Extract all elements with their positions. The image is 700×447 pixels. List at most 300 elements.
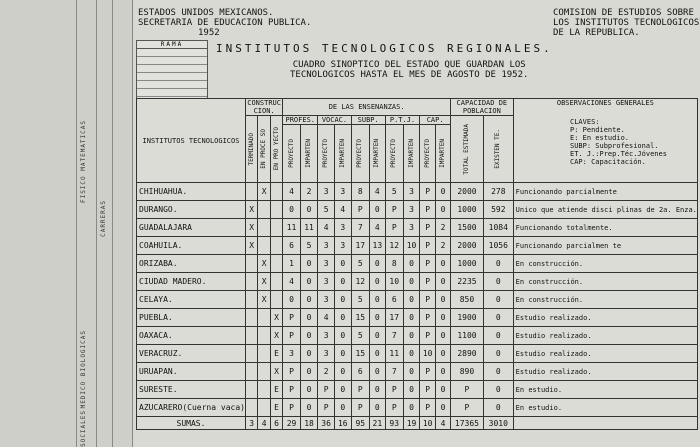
cell-existing: 0 (483, 345, 513, 363)
legend-line: P: Pendiente. (570, 126, 625, 134)
table-row (137, 381, 698, 399)
rama-row (137, 49, 207, 57)
rama-box (136, 40, 208, 100)
cell-value: 0 (300, 309, 318, 327)
cell-value: 5 (385, 183, 403, 201)
col-proyecto: PROYECTO (322, 139, 330, 168)
cell-sum: 29 (283, 417, 301, 430)
cell-existing: 0 (483, 273, 513, 291)
cell-value: 12 (385, 237, 403, 255)
cell-value: 0 (334, 381, 351, 399)
cell-institute: DURANGO. (137, 201, 246, 219)
cell-value: 3 (334, 183, 351, 201)
cell-value: P (420, 381, 436, 399)
cell-construction (245, 183, 257, 201)
cell-observation: En estudio. (513, 399, 697, 417)
cell-construction (245, 327, 257, 345)
cell-value: 5 (351, 327, 369, 345)
cell-construction (270, 255, 282, 273)
cell-value: 6 (385, 291, 403, 309)
cell-value: 3 (318, 345, 335, 363)
table-body (137, 183, 698, 430)
cell-value: 3 (403, 219, 420, 237)
cell-total: P (451, 399, 484, 417)
cell-observation: En estudio. (513, 381, 697, 399)
cell-value: 5 (351, 291, 369, 309)
cell-value: 0 (369, 327, 385, 345)
cell-value: 0 (403, 309, 420, 327)
cell-observation: Unico que atiende disci plinas de 2a. Enza. (513, 201, 697, 219)
col-imparten: IMPARTEN (439, 139, 446, 168)
cell-value: 0 (300, 345, 318, 363)
cell-institute: SURESTE. (137, 381, 246, 399)
cell-value: 0 (435, 273, 450, 291)
col-proyecto: PROYECTO (287, 139, 295, 168)
col-header-construccion: CONSTRUC CION. (247, 99, 281, 115)
cell-value: 3 (403, 201, 420, 219)
subtitle-line-1: CUADRO SINOPTICO DEL ESTADO QUE GUARDAN LOS (292, 60, 526, 70)
cell-construction (258, 237, 270, 255)
cell-value: P (318, 399, 335, 417)
cell-value: 0 (300, 291, 318, 309)
cell-total: P (451, 381, 484, 399)
cell-value: 17 (385, 309, 403, 327)
cell-value: 3 (283, 345, 301, 363)
cell-value: 0 (369, 291, 385, 309)
cell-value: 0 (435, 201, 450, 219)
cell-sum: 4 (435, 417, 450, 430)
sums-row (137, 417, 698, 430)
rama-title: RAMA (137, 41, 207, 49)
col-terminado: TERMINADO (247, 132, 255, 166)
rama-row (137, 81, 207, 89)
cell-value: P (318, 381, 335, 399)
cell-value: 0 (403, 291, 420, 309)
header-commission: COMISION DE ESTUDIOS SOBRE (553, 8, 694, 18)
cell-value: 13 (369, 237, 385, 255)
cell-value: 5 (351, 255, 369, 273)
cell-value: 0 (435, 291, 450, 309)
legend-notes (570, 118, 667, 166)
cell-value: 0 (334, 327, 351, 345)
col-cap: CAP. (420, 116, 451, 125)
cell-construction (245, 291, 257, 309)
cell-value: 4 (283, 273, 301, 291)
cell-institute: CELAYA. (137, 291, 246, 309)
strip-divider (96, 0, 97, 447)
col-profes: PROFES. (283, 116, 318, 125)
cell-value: P (283, 309, 301, 327)
cell-construction: X (258, 183, 270, 201)
cell-value: P (385, 219, 403, 237)
cell-value: 3 (318, 291, 335, 309)
cell-value: 7 (385, 327, 403, 345)
cell-sum: 17365 (451, 417, 484, 430)
cell-total: 1000 (451, 255, 484, 273)
cell-total: 890 (451, 363, 484, 381)
cell-construction (245, 309, 257, 327)
cell-value: 0 (435, 327, 450, 345)
table-row (137, 399, 698, 417)
col-vocac: VOCAC. (318, 116, 351, 125)
cell-institute: PUEBLA. (137, 309, 246, 327)
cell-value: P (420, 291, 436, 309)
cell-existing: 592 (483, 201, 513, 219)
cell-value: P (420, 201, 436, 219)
cell-value: P (283, 399, 301, 417)
cell-value: 10 (403, 237, 420, 255)
cell-value: 0 (334, 363, 351, 381)
cell-value: 0 (369, 381, 385, 399)
cell-value: P (351, 399, 369, 417)
cell-observation: Funcionando totalmente. (513, 219, 697, 237)
cell-value: 0 (334, 399, 351, 417)
cell-construction (245, 345, 257, 363)
cell-value: P (420, 363, 436, 381)
cell-value: 0 (403, 381, 420, 399)
cell-construction: X (245, 237, 257, 255)
cell-total: 2890 (451, 345, 484, 363)
cell-value: 11 (300, 219, 318, 237)
cell-value: 0 (300, 327, 318, 345)
cell-sum: 19 (403, 417, 420, 430)
cell-sum: 21 (369, 417, 385, 430)
cell-existing: 1056 (483, 237, 513, 255)
col-en-proceso: EN PROCE SO (260, 129, 268, 169)
cell-value: 4 (369, 183, 385, 201)
cell-value: 3 (318, 237, 335, 255)
cell-observation: Estudio realizado. (513, 345, 697, 363)
cell-value: 5 (318, 201, 335, 219)
cell-value: P (385, 201, 403, 219)
cell-value: 0 (403, 273, 420, 291)
cell-institute: ORIZABA. (137, 255, 246, 273)
document-subtitle (290, 60, 528, 80)
cell-value: 7 (351, 219, 369, 237)
col-header-institutos: INSTITUTOS TECNOLOGICOS (137, 99, 246, 183)
cell-value: 3 (318, 327, 335, 345)
cell-sum: 95 (351, 417, 369, 430)
cell-construction (258, 399, 270, 417)
header-ministry: SECRETARIA DE EDUCACION PUBLICA. (138, 18, 312, 28)
cell-construction (258, 201, 270, 219)
cell-value: 10 (385, 273, 403, 291)
cell-construction: X (245, 219, 257, 237)
cell-value: P (283, 381, 301, 399)
cell-value: P (420, 255, 436, 273)
cell-value: 8 (351, 183, 369, 201)
table-row (137, 219, 698, 237)
cell-total: 2000 (451, 237, 484, 255)
cell-institute: VERACRUZ. (137, 345, 246, 363)
cell-value: 1 (283, 255, 301, 273)
cell-value: 4 (283, 183, 301, 201)
cell-value: 12 (351, 273, 369, 291)
col-header-observaciones: OBSERVACIONES GENERALES (513, 99, 697, 183)
col-imparten: IMPARTEN (305, 139, 313, 168)
strip-label-sociales: SOCIALES (80, 410, 87, 447)
rama-row (137, 89, 207, 97)
cell-observation: En construcción. (513, 273, 697, 291)
table-row (137, 255, 698, 273)
cell-value: 2 (318, 363, 335, 381)
cell-observation: Estudio realizado. (513, 363, 697, 381)
table-row (137, 201, 698, 219)
cell-value: P (420, 237, 436, 255)
col-proyecto: PROYECTO (423, 139, 431, 168)
cell-value: 0 (435, 309, 450, 327)
cell-construction (258, 363, 270, 381)
cell-value: 11 (385, 345, 403, 363)
cell-value: 0 (300, 201, 318, 219)
cell-construction (270, 237, 282, 255)
cell-observation: En construcción. (513, 291, 697, 309)
cell-value: P (420, 273, 436, 291)
header-year: 1952 (198, 28, 220, 38)
table-row (137, 309, 698, 327)
cell-value: P (351, 381, 369, 399)
header-country: ESTADOS UNIDOS MEXICANOS. (138, 8, 274, 18)
cell-value: 7 (385, 363, 403, 381)
col-imparten: IMPARTEN (338, 139, 346, 168)
strip-label-medico: MEDICO BIOLOGICAS (80, 330, 87, 409)
cell-value: 0 (334, 291, 351, 309)
cell-observation: Funcionando parcialmente (513, 183, 697, 201)
cell-construction (245, 255, 257, 273)
cell-construction (245, 399, 257, 417)
table-row (137, 273, 698, 291)
cell-sum: 18 (300, 417, 318, 430)
cell-observation: Estudio realizado. (513, 327, 697, 345)
cell-value: 0 (403, 327, 420, 345)
col-total-estimada: TOTAL ESTIMADA (462, 123, 470, 175)
cell-value: 4 (318, 219, 335, 237)
cell-value: 2 (435, 237, 450, 255)
cell-existing: 0 (483, 309, 513, 327)
cell-construction: X (270, 327, 282, 345)
cell-value: 0 (435, 345, 450, 363)
cell-construction (258, 327, 270, 345)
cell-value: 0 (369, 255, 385, 273)
strip-divider (112, 0, 113, 447)
col-header-capacidad: CAPACIDAD DE POBLACION (451, 99, 514, 116)
legend-line: ET. J.:Prep.Téc.Jóvenes (570, 150, 667, 158)
table-row (137, 183, 698, 201)
cell-sum: 3 (245, 417, 257, 430)
strip-label-fisico: FISICO MATEMATICAS (80, 120, 87, 204)
cell-construction (258, 345, 270, 363)
cell-value: 0 (334, 345, 351, 363)
header-left (138, 8, 311, 38)
table-row (137, 363, 698, 381)
table-row (137, 237, 698, 255)
col-header-ensenanzas: DE LAS ENSENANZAS. (283, 99, 451, 116)
legend-line: CAP: Capacitación. (570, 158, 646, 166)
cell-value: 0 (369, 273, 385, 291)
cell-value: 3 (318, 183, 335, 201)
header-commission-3: DE LA REPUBLICA. (553, 28, 640, 38)
col-subp: SUBP. (351, 116, 385, 125)
cell-value: 0 (403, 399, 420, 417)
cell-value: 4 (334, 201, 351, 219)
left-strip (0, 0, 133, 447)
cell-sum: 36 (318, 417, 335, 430)
cell-value: 3 (334, 237, 351, 255)
cell-construction: E (270, 399, 282, 417)
col-proyecto: PROYECTO (356, 139, 364, 168)
cell-institute: OAXACA. (137, 327, 246, 345)
cell-construction (245, 273, 257, 291)
col-proyecto: PROYECTO (390, 139, 398, 168)
cell-value: 3 (403, 183, 420, 201)
cell-existing: 0 (483, 399, 513, 417)
document-title: INSTITUTOS TECNOLOGICOS REGIONALES. (216, 42, 553, 55)
cell-value: 3 (318, 255, 335, 273)
cell-observation: Estudio realizado. (513, 309, 697, 327)
cell-total: 850 (451, 291, 484, 309)
cell-construction: X (258, 273, 270, 291)
cell-value: 10 (420, 345, 436, 363)
cell-sum: 4 (258, 417, 270, 430)
cell-total: 2235 (451, 273, 484, 291)
cell-value: 11 (283, 219, 301, 237)
cell-value: 0 (369, 201, 385, 219)
cell-total: 2000 (451, 183, 484, 201)
strip-label-carreras: CARRERAS (100, 200, 107, 237)
legend-line: SUBP: Subprofesional. (570, 142, 659, 150)
cell-value: 0 (435, 183, 450, 201)
cell-value: 0 (283, 201, 301, 219)
cell-value: 0 (369, 309, 385, 327)
col-ptj: P.T.J. (385, 116, 420, 125)
cell-total: 1100 (451, 327, 484, 345)
cell-value: P (385, 399, 403, 417)
cell-value: 17 (351, 237, 369, 255)
cell-value: P (351, 201, 369, 219)
table-row (137, 345, 698, 363)
cell-construction (270, 219, 282, 237)
cell-value: P (385, 381, 403, 399)
cell-existing: 1084 (483, 219, 513, 237)
cell-value: 0 (334, 309, 351, 327)
cell-institute: URUAPAN. (137, 363, 246, 381)
cell-construction (245, 381, 257, 399)
cell-existing: 0 (483, 255, 513, 273)
cell-sum: 3010 (483, 417, 513, 430)
cell-value: 8 (385, 255, 403, 273)
cell-value: 0 (334, 273, 351, 291)
cell-construction (258, 219, 270, 237)
header-commission-2: LOS INSTITUTOS TECNOLOGICOS (553, 18, 700, 28)
cell-value: 4 (369, 219, 385, 237)
cell-construction (258, 381, 270, 399)
cell-value: 0 (435, 363, 450, 381)
cell-sums-label: SUMAS. (137, 417, 246, 430)
cell-value: 0 (435, 381, 450, 399)
cell-value: 4 (318, 309, 335, 327)
cell-value: 0 (334, 255, 351, 273)
cell-value: P (420, 399, 436, 417)
cell-total: 1900 (451, 309, 484, 327)
cell-value: P (283, 327, 301, 345)
cell-construction: X (270, 363, 282, 381)
cell-sum: 6 (270, 417, 282, 430)
cell-construction (270, 201, 282, 219)
cell-sum: 10 (420, 417, 436, 430)
cell-observation: En construcción. (513, 255, 697, 273)
cell-institute: CHIHUAHUA. (137, 183, 246, 201)
cell-construction: E (270, 345, 282, 363)
legend-line: E: En estudio. (570, 134, 630, 142)
cell-value: P (420, 327, 436, 345)
cell-construction: E (270, 381, 282, 399)
cell-value: 0 (300, 255, 318, 273)
cell-institute: COAHUILA. (137, 237, 246, 255)
cell-observation: Funcionando parcialmen te (513, 237, 697, 255)
cell-value: 6 (351, 363, 369, 381)
cell-sum: 93 (385, 417, 403, 430)
rama-row (137, 65, 207, 73)
col-imparten: IMPARTEN (407, 139, 415, 168)
table-row (137, 327, 698, 345)
cell-value: 0 (300, 381, 318, 399)
cell-value: 0 (403, 345, 420, 363)
cell-value: P (283, 363, 301, 381)
cell-value: 5 (300, 237, 318, 255)
rama-row (137, 73, 207, 81)
col-existente: EXISTEN TE. (494, 129, 502, 169)
cell-construction (270, 273, 282, 291)
cell-value: 0 (300, 399, 318, 417)
cell-value: P (420, 183, 436, 201)
cell-value: 6 (283, 237, 301, 255)
cell-construction (245, 363, 257, 381)
cell-value: 2 (435, 219, 450, 237)
cell-value: 0 (369, 399, 385, 417)
cell-construction (258, 309, 270, 327)
table-row (137, 291, 698, 309)
cell-institute: AZUCARERO(Cuerna vaca) (137, 399, 246, 417)
cell-value: P (420, 219, 436, 237)
cell-existing: 278 (483, 183, 513, 201)
legend-line: CLAVES: (570, 118, 600, 126)
cell-value: 0 (435, 399, 450, 417)
cell-value: 0 (300, 363, 318, 381)
cell-construction: X (258, 291, 270, 309)
cell-sum: 16 (334, 417, 351, 430)
cell-value: 2 (300, 183, 318, 201)
cell-value: 15 (351, 309, 369, 327)
cell-value: 0 (300, 273, 318, 291)
cell-existing: 0 (483, 327, 513, 345)
cell-existing: 0 (483, 363, 513, 381)
cell-value: 0 (403, 255, 420, 273)
rama-row (137, 57, 207, 65)
cell-institute: CIUDAD MADERO. (137, 273, 246, 291)
cell-total: 1000 (451, 201, 484, 219)
cell-institute: GUADALAJARA (137, 219, 246, 237)
col-imparten: IMPARTEN (373, 139, 381, 168)
cell-existing: 0 (483, 291, 513, 309)
cell-total: 1500 (451, 219, 484, 237)
col-en-proyecto: EN PRO YECTO (272, 127, 280, 171)
cell-value: 0 (369, 363, 385, 381)
cell-construction (270, 183, 282, 201)
cell-construction: X (270, 309, 282, 327)
cell-value: 0 (403, 363, 420, 381)
cell-existing: 0 (483, 381, 513, 399)
cell-value: 0 (435, 255, 450, 273)
